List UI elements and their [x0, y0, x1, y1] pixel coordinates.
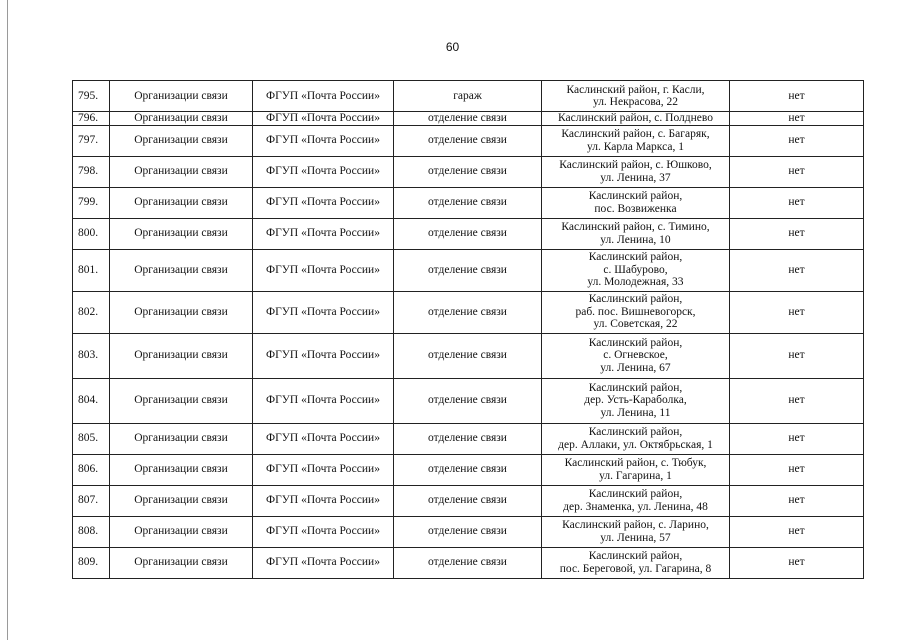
- organization-cell: ФГУП «Почта России»: [253, 249, 394, 291]
- address-cell: [542, 485, 730, 516]
- address-line: ул. Ленина, 67: [600, 361, 671, 374]
- address-line: ул. Некрасова, 22: [592, 96, 679, 108]
- object-type-cell: отделение связи: [394, 333, 542, 378]
- value-cell: нет: [730, 454, 864, 485]
- object-type-cell: отделение связи: [394, 516, 542, 547]
- category-cell: Организации связи: [110, 378, 253, 423]
- object-type-cell: отделение связи: [394, 156, 542, 187]
- table-row: [73, 249, 864, 291]
- address-line: Каслинский район, с. Юшково,: [559, 159, 712, 171]
- category-cell: Организации связи: [110, 125, 253, 156]
- table-row: [73, 516, 864, 547]
- row-number: 799.: [73, 187, 110, 218]
- object-type-cell: отделение связи: [394, 291, 542, 333]
- address-line: пос. Возвиженка: [594, 202, 677, 215]
- organization-cell: ФГУП «Почта России»: [253, 187, 394, 218]
- table-row: [73, 485, 864, 516]
- value-cell: нет: [730, 187, 864, 218]
- address-line: дер. Знаменка, ул. Ленина, 48: [563, 500, 708, 513]
- organization-cell: ФГУП «Почта России»: [253, 218, 394, 249]
- registry-table: [72, 80, 864, 579]
- value-cell: нет: [730, 125, 864, 156]
- value-cell: нет: [730, 516, 864, 547]
- object-type-cell: отделение связи: [394, 485, 542, 516]
- address-line: раб. пос. Вишневогорск,: [575, 305, 696, 318]
- table-row: [73, 547, 864, 578]
- table-row: [73, 187, 864, 218]
- category-cell: Организации связи: [110, 291, 253, 333]
- row-number: 803.: [73, 333, 110, 378]
- address-line: дер. Усть-Караболка,: [584, 394, 687, 407]
- category-cell: Организации связи: [110, 156, 253, 187]
- category-cell: Организации связи: [110, 516, 253, 547]
- address-line: ул. Советская, 22: [593, 318, 678, 331]
- table-row: [73, 454, 864, 485]
- address-cell: [542, 378, 730, 423]
- row-number: 800.: [73, 218, 110, 249]
- organization-cell: ФГУП «Почта России»: [253, 516, 394, 547]
- value-cell: нет: [730, 218, 864, 249]
- table-row: [73, 423, 864, 454]
- category-cell: Организации связи: [110, 547, 253, 578]
- address-cell: [542, 547, 730, 578]
- address-line: ул. Молодежная, 33: [587, 276, 684, 289]
- row-number: 805.: [73, 423, 110, 454]
- address-cell: [542, 423, 730, 454]
- address-cell: [542, 291, 730, 333]
- row-number: 808.: [73, 516, 110, 547]
- value-cell: нет: [730, 81, 864, 112]
- address-line: Каслинский район,: [588, 190, 683, 202]
- organization-cell: ФГУП «Почта России»: [253, 485, 394, 516]
- organization-cell: ФГУП «Почта России»: [253, 423, 394, 454]
- object-type-cell: отделение связи: [394, 454, 542, 485]
- address-cell: [542, 333, 730, 378]
- category-cell: Организации связи: [110, 333, 253, 378]
- row-number: 801.: [73, 249, 110, 291]
- object-type-cell: отделение связи: [394, 187, 542, 218]
- organization-cell: ФГУП «Почта России»: [253, 547, 394, 578]
- row-number: 795.: [73, 81, 110, 112]
- page-number: 60: [445, 40, 460, 54]
- address-cell: [542, 81, 730, 112]
- row-number: 807.: [73, 485, 110, 516]
- table-row: [73, 218, 864, 249]
- object-type-cell: отделение связи: [394, 378, 542, 423]
- address-line: ул. Гагарина, 1: [599, 469, 672, 482]
- organization-cell: ФГУП «Почта России»: [253, 454, 394, 485]
- object-type-cell: отделение связи: [394, 423, 542, 454]
- address-line: Каслинский район,: [588, 550, 683, 562]
- value-cell: нет: [730, 333, 864, 378]
- address-line: ул. Ленина, 11: [600, 406, 671, 419]
- address-line: Каслинский район,: [588, 426, 683, 438]
- registry-table-body: [73, 81, 864, 579]
- address-line: Каслинский район,: [588, 293, 683, 306]
- page-edge-line: [7, 0, 8, 640]
- category-cell: Организации связи: [110, 454, 253, 485]
- organization-cell: ФГУП «Почта России»: [253, 378, 394, 423]
- address-cell: [542, 156, 730, 187]
- organization-cell: ФГУП «Почта России»: [253, 112, 394, 126]
- address-line: Каслинский район, с. Ларино,: [562, 519, 709, 531]
- row-number: 806.: [73, 454, 110, 485]
- value-cell: нет: [730, 378, 864, 423]
- row-number: 802.: [73, 291, 110, 333]
- organization-cell: ФГУП «Почта России»: [253, 125, 394, 156]
- object-type-cell: отделение связи: [394, 547, 542, 578]
- row-number: 804.: [73, 378, 110, 423]
- address-line: Каслинский район, с. Багаряк,: [561, 128, 710, 140]
- object-type-cell: отделение связи: [394, 249, 542, 291]
- address-line: Каслинский район,: [588, 381, 683, 394]
- row-number: 798.: [73, 156, 110, 187]
- value-cell: нет: [730, 423, 864, 454]
- organization-cell: ФГУП «Почта России»: [253, 333, 394, 378]
- address-line: ул. Ленина, 10: [600, 233, 671, 246]
- address-line: пос. Береговой, ул. Гагарина, 8: [559, 562, 712, 575]
- object-type-cell: отделение связи: [394, 218, 542, 249]
- value-cell: нет: [730, 112, 864, 126]
- address-line: с. Шабурово,: [603, 263, 668, 276]
- object-type-cell: гараж: [394, 81, 542, 112]
- address-line: ул. Ленина, 37: [600, 171, 671, 184]
- object-type-cell: отделение связи: [394, 125, 542, 156]
- table-row: [73, 112, 864, 126]
- row-number: 797.: [73, 125, 110, 156]
- address-line: Каслинский район, г. Касли,: [566, 83, 705, 96]
- address-line: Каслинский район, с. Тимино,: [561, 221, 710, 233]
- address-cell: [542, 249, 730, 291]
- organization-cell: ФГУП «Почта России»: [253, 291, 394, 333]
- address-cell: [542, 218, 730, 249]
- table-row: [73, 378, 864, 423]
- address-line: ул. Ленина, 57: [600, 531, 671, 544]
- row-number: 796.: [73, 112, 110, 126]
- address-line: Каслинский район,: [588, 488, 683, 500]
- address-line: Каслинский район, с. Тюбук,: [564, 457, 707, 469]
- address-line: Каслинский район,: [588, 251, 683, 264]
- address-line: Каслинский район, с. Полднево: [557, 112, 714, 124]
- organization-cell: ФГУП «Почта России»: [253, 156, 394, 187]
- value-cell: нет: [730, 156, 864, 187]
- value-cell: нет: [730, 485, 864, 516]
- table-row: [73, 291, 864, 333]
- category-cell: Организации связи: [110, 187, 253, 218]
- address-cell: [542, 125, 730, 156]
- row-number: 809.: [73, 547, 110, 578]
- category-cell: Организации связи: [110, 423, 253, 454]
- category-cell: Организации связи: [110, 485, 253, 516]
- value-cell: нет: [730, 291, 864, 333]
- address-line: дер. Аллаки, ул. Октябрьская, 1: [558, 438, 713, 451]
- address-cell: [542, 454, 730, 485]
- address-cell: [542, 112, 730, 126]
- table-row: [73, 333, 864, 378]
- value-cell: нет: [730, 547, 864, 578]
- object-type-cell: отделение связи: [394, 112, 542, 126]
- table-row: [73, 125, 864, 156]
- table-row: [73, 156, 864, 187]
- category-cell: Организации связи: [110, 112, 253, 126]
- address-line: с. Огневское,: [603, 349, 668, 362]
- address-line: Каслинский район,: [588, 336, 683, 349]
- address-cell: [542, 516, 730, 547]
- table-row: [73, 81, 864, 112]
- category-cell: Организации связи: [110, 218, 253, 249]
- category-cell: Организации связи: [110, 249, 253, 291]
- value-cell: нет: [730, 249, 864, 291]
- address-cell: [542, 187, 730, 218]
- organization-cell: ФГУП «Почта России»: [253, 81, 394, 112]
- category-cell: Организации связи: [110, 81, 253, 112]
- address-line: ул. Карла Маркса, 1: [587, 140, 684, 153]
